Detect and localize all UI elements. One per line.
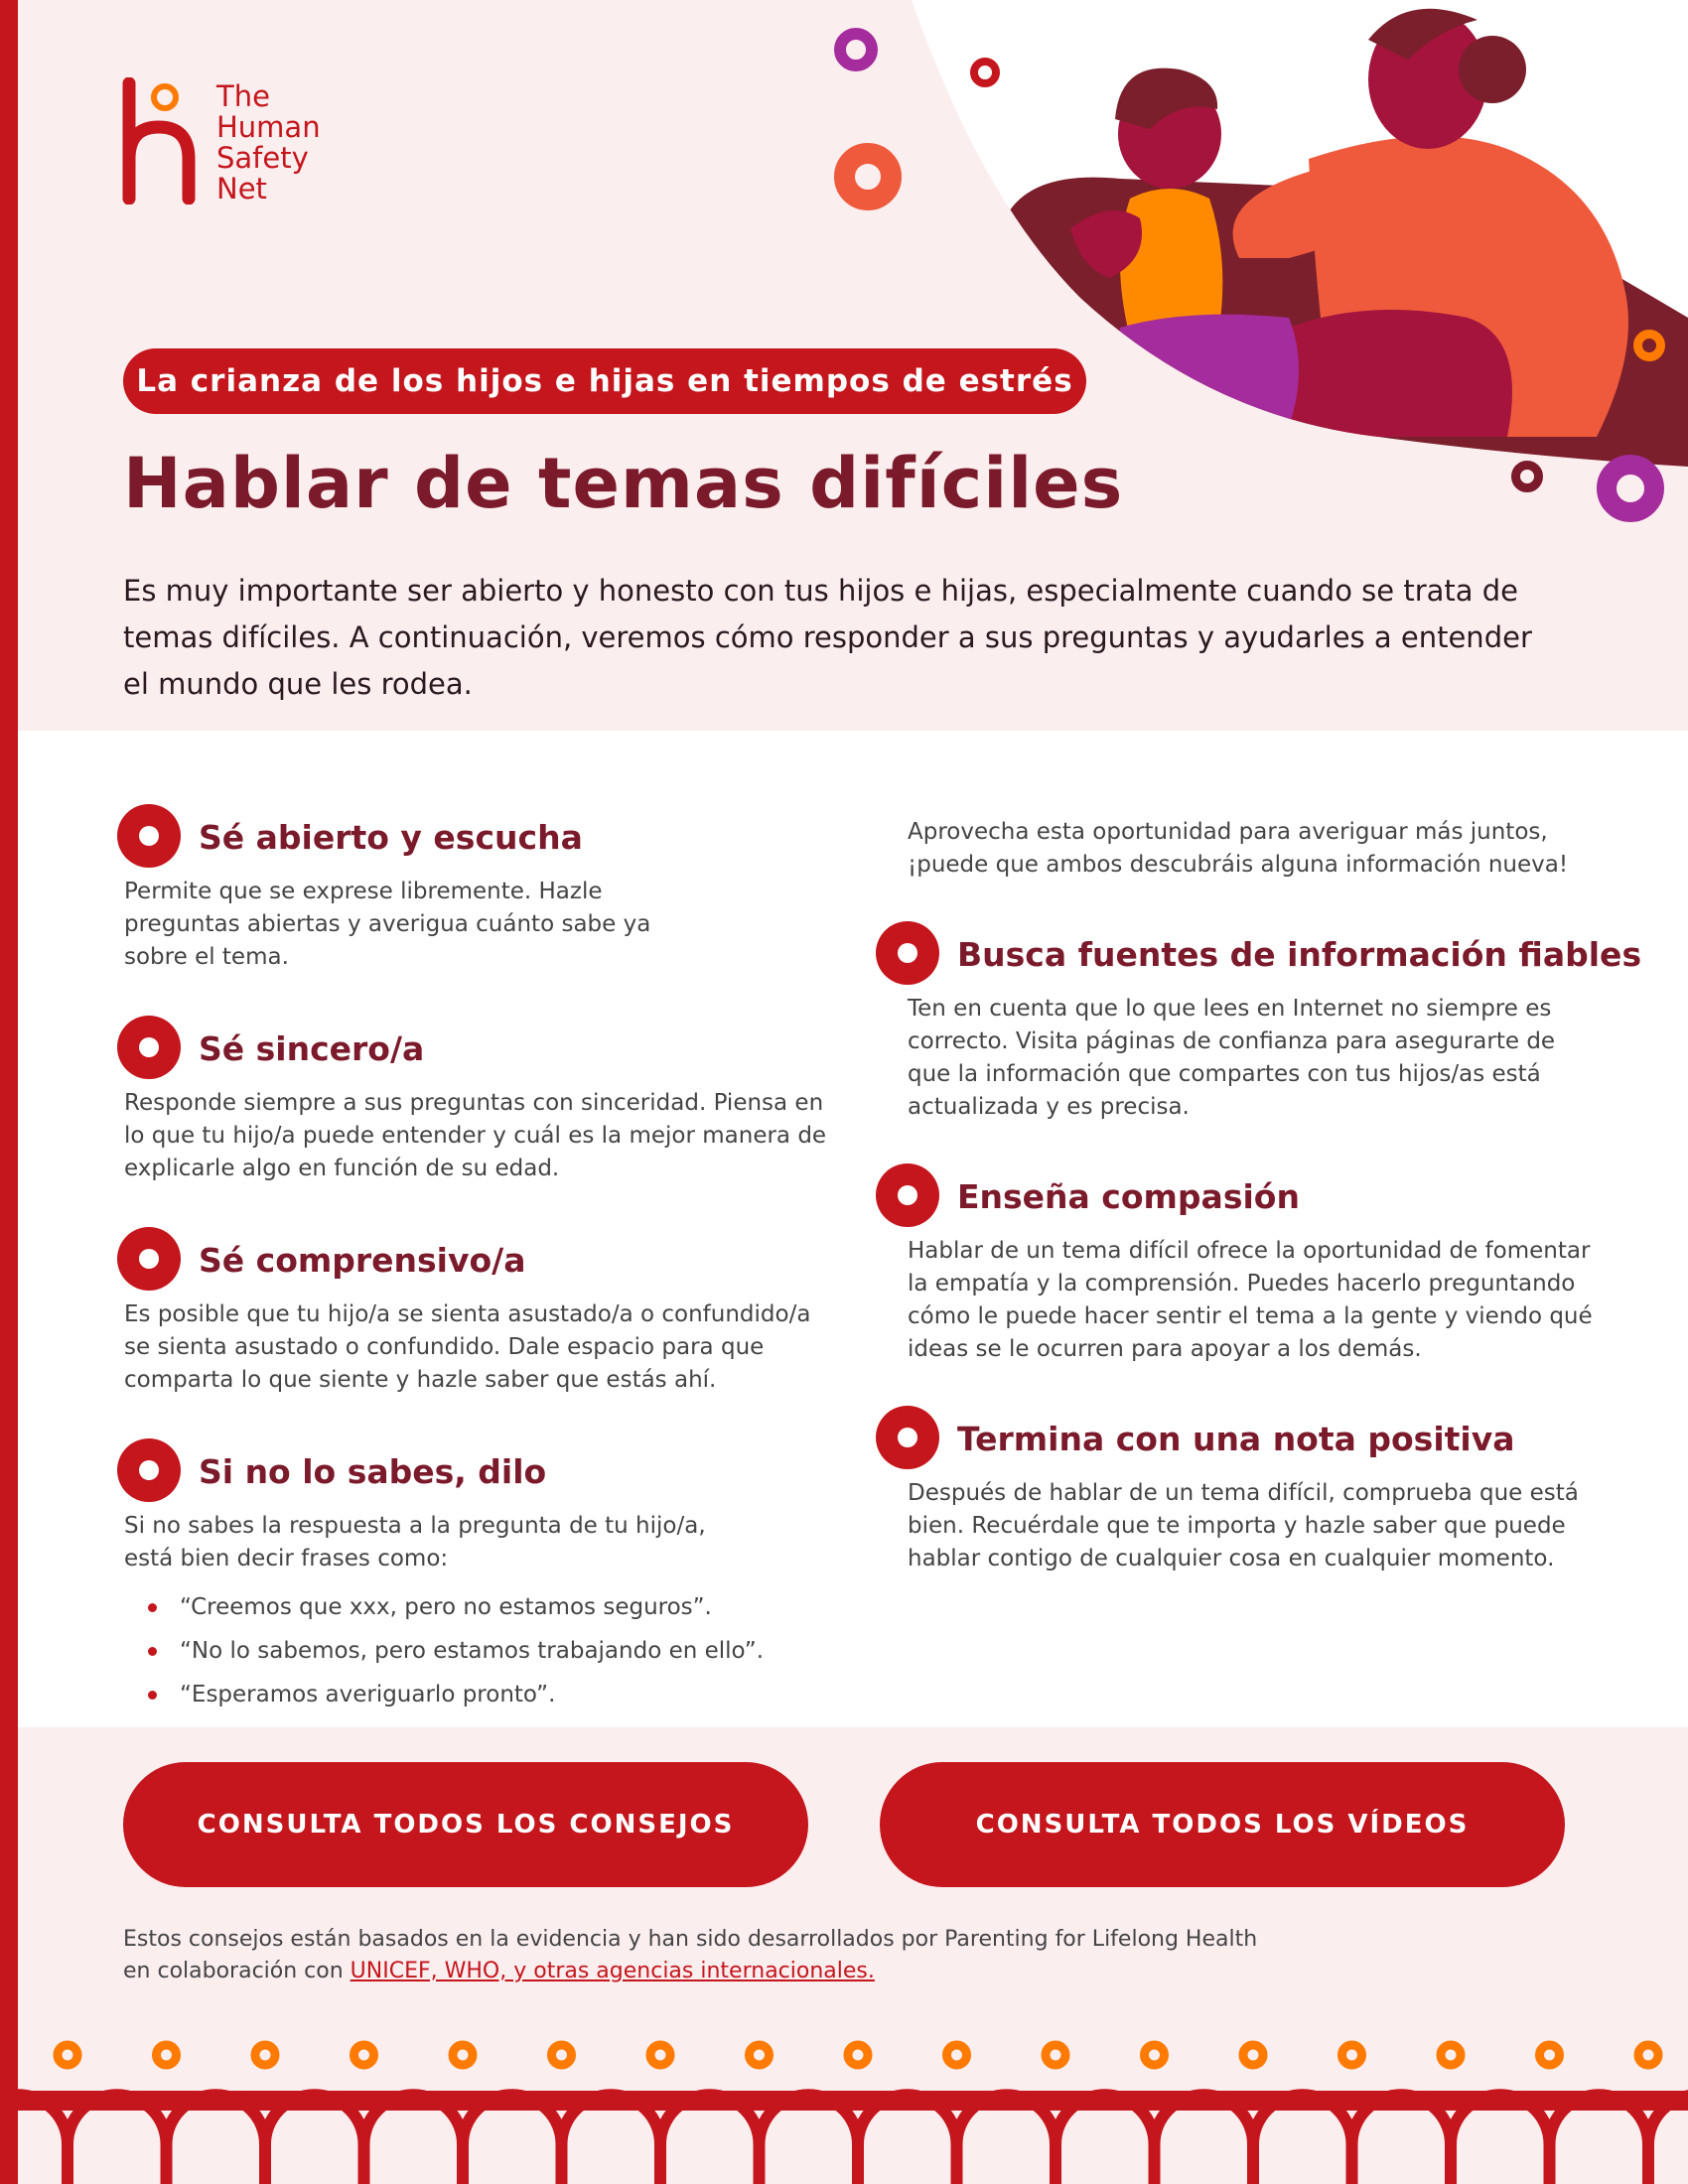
decor-dot: [848, 2045, 868, 2065]
decor-dot: [947, 2045, 967, 2065]
bullet-circle-icon: [876, 1163, 939, 1227]
decor-circle-orange-left: [834, 143, 902, 210]
tip-body: Hablar de un tema difícil ofrece la oportunidad de fomentar la empatía y la comprensión. Puedes hacerlo preguntando cómo le puede hacer sentir el tema a la gente y viendo qué ideas se le ocurren para apoyar a los demás.: [908, 1238, 1593, 1362]
decor-dot: [157, 2045, 177, 2065]
tip-body: Si no sabes la respuesta a la pregunta de tu hijo/a, está bien decir frases como:: [124, 1513, 706, 1571]
decor-circle-red-small: [970, 58, 1000, 87]
tip-title: Termina con una nota positiva: [957, 1420, 1515, 1458]
tip-item: [876, 921, 1642, 1124]
logo-line: Net: [216, 172, 267, 205]
tip-continuation: Aprovecha esta oportunidad para averiguar más juntos, ¡puede que ambos descubráis alguna información nueva!: [908, 819, 1569, 878]
tip-title: Si no lo sabes, dilo: [199, 1452, 547, 1491]
tip-body: Responde siempre a sus preguntas con sinceridad. Piensa en lo que tu hijo/a puede entender y cuál es la mejor manera de explicarle algo en función de su edad.: [124, 1090, 827, 1181]
decor-dot: [1638, 2045, 1658, 2065]
tip-title: Enseña compasión: [957, 1177, 1300, 1216]
decor-circle-maroon-small: [1511, 461, 1543, 492]
tip-item: [876, 1163, 1591, 1366]
decor-circle-purple-bottom: [1597, 455, 1664, 522]
tip-header: [876, 1406, 1591, 1469]
bullet-circle-icon: [117, 1438, 181, 1502]
tip-item: [117, 804, 832, 974]
bullet-circle-icon: [117, 1227, 181, 1291]
left-accent-bar: [0, 0, 18, 2184]
tip-body: Después de hablar de un tema difícil, comprueba que está bien. Recuérdale que te importa y hazle saber que puede hablar contigo de cualquier cosa en cualquier momento.: [908, 1480, 1579, 1571]
tips-right-column: [876, 816, 1642, 1575]
decor-dot: [1145, 2045, 1165, 2065]
tip-item: [117, 1016, 832, 1185]
tip-title: Sé abierto y escucha: [199, 818, 583, 857]
credits-prefix: en colaboración con: [123, 1959, 351, 1983]
series-label-badge: La crianza de los hijos e hijas en tiempos de estrés: [123, 348, 1086, 414]
tip-header: [117, 1438, 832, 1502]
page-title: Hablar de temas difíciles: [123, 443, 1124, 524]
list-item: “Esperamos averiguarlo pronto”.: [124, 1673, 832, 1716]
bullet-circle-icon: [117, 1016, 181, 1079]
decor-circle-purple-top: [834, 28, 878, 71]
intro-paragraph: Es muy importante ser abierto y honesto con tus hijos e hijas, especialmente cuando se trata de temas difíciles. A continuación, veremos cómo responder a sus preguntas y ayudarles a entender el mundo que les rodea.: [123, 574, 1532, 701]
decor-dot: [1243, 2045, 1263, 2065]
example-phrases-list: [124, 1585, 832, 1716]
credits-line: Estos consejos están basados en la evidencia y han sido desarrollados por Parenting for Lifelong Health: [123, 1927, 1258, 1952]
tip-body: Ten en cuenta que lo que lees en Internet no siempre es correcto. Visita páginas de confianza para asegurarte de que la información que compartes con tus hijos/as está actualizada y es precisa.: [908, 996, 1556, 1120]
tip-item: [117, 1438, 832, 1716]
tip-header: [876, 1163, 1591, 1227]
tip-item: [117, 1227, 832, 1397]
bullet-circle-icon: [117, 804, 181, 868]
tip-body: Es posible que tu hijo/a se sienta asustado/a o confundido/a se sienta asustado o confundido. Dale espacio para que comparta lo que siente y hazle saber que estás ahí.: [124, 1301, 811, 1393]
logo-line: The: [216, 79, 270, 113]
decor-dot: [255, 2045, 275, 2065]
tip-title: Sé comprensivo/a: [199, 1241, 526, 1280]
partners-link[interactable]: UNICEF, WHO, y otras agencias internacionales.: [350, 1959, 875, 1983]
tip-header: [117, 1016, 832, 1079]
tip-body: Permite que se exprese libremente. Hazle preguntas abiertas y averigua cuánto sabe ya sobre el tema.: [124, 879, 651, 970]
tip-title: Busca fuentes de información fiables: [957, 935, 1642, 974]
bullet-circle-icon: [876, 921, 939, 985]
list-item: “Creemos que xxx, pero no estamos seguros”.: [124, 1585, 832, 1629]
decor-dot: [1441, 2045, 1461, 2065]
tip-header: [117, 804, 832, 868]
logo-wordmark: [216, 81, 321, 205]
credits-note: [123, 1924, 1533, 1987]
all-tips-button[interactable]: CONSULTA TODOS LOS CONSEJOS: [123, 1762, 808, 1887]
logo-line: Safety: [216, 141, 309, 175]
decor-circle-orange-right: [1633, 330, 1665, 361]
tip-title: Sé sincero/a: [199, 1029, 425, 1068]
logo-h-icon: [121, 77, 201, 205]
decor-dot: [58, 2045, 77, 2065]
decor-dot: [354, 2045, 374, 2065]
all-videos-button[interactable]: CONSULTA TODOS LOS VÍDEOS: [880, 1762, 1565, 1887]
decor-dot: [1540, 2045, 1560, 2065]
decor-dot: [453, 2045, 473, 2065]
decor-dot: [1342, 2045, 1362, 2065]
decor-dot: [750, 2045, 770, 2065]
tip-item: [876, 1406, 1591, 1575]
list-item: “No lo sabemos, pero estamos trabajando en ello”.: [124, 1629, 832, 1673]
bullet-circle-icon: [876, 1406, 939, 1469]
decor-dot: [1046, 2045, 1065, 2065]
tip-header: [117, 1227, 832, 1291]
brand-logo[interactable]: [121, 77, 359, 216]
decorative-arch-pattern: [18, 2025, 1688, 2184]
tip-header: [876, 921, 1642, 985]
logo-line: Human: [216, 110, 321, 144]
decor-dot: [650, 2045, 670, 2065]
tips-left-column: [117, 804, 832, 1716]
decor-dot: [552, 2045, 572, 2065]
